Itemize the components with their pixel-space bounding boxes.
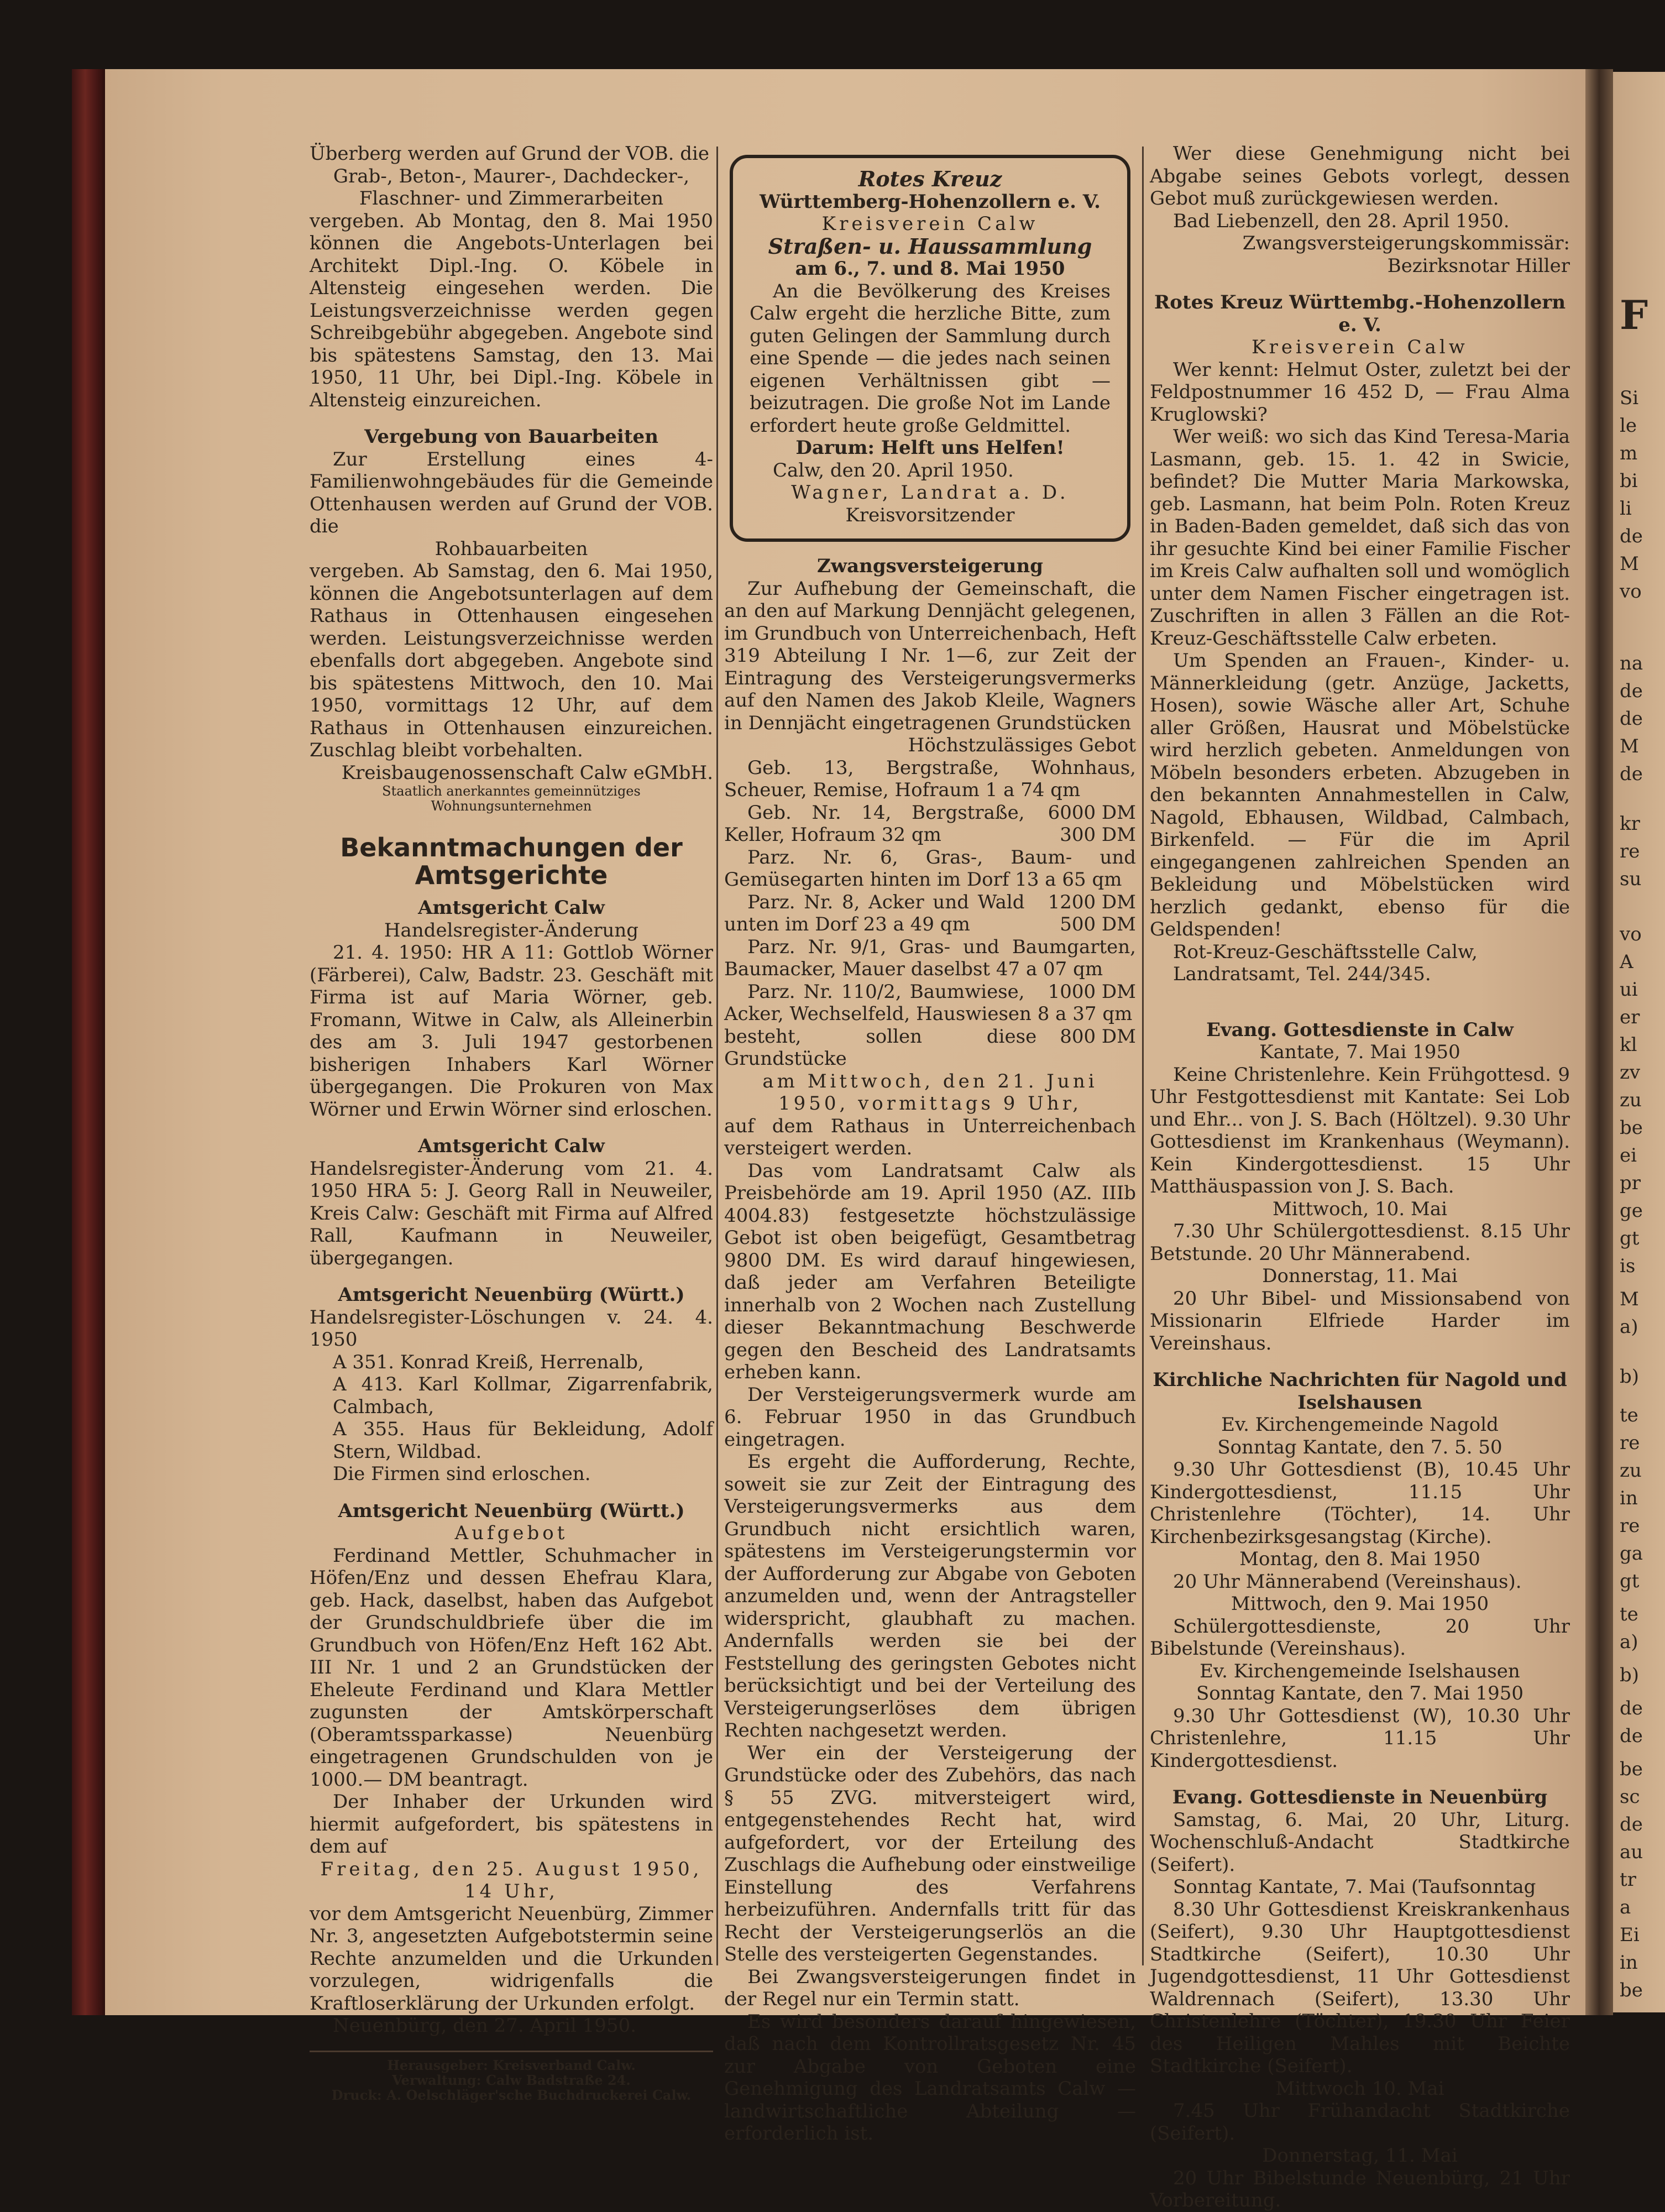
rk-signature: Rot-Kreuz-Geschäftsstelle Calw,: [1173, 940, 1478, 963]
box-call: Darum: Helft uns Helfen!: [795, 437, 1065, 459]
ag4-body-2: Der Inhaber der Urkunden wird hiermit aufgefordert, bis spätestens in dem auf: [310, 1791, 713, 1858]
eg1-paragraph: 7.30 Uhr Schülergottesdienst. 8.15 Uhr Betstunde. 20 Uhr Männerabend.: [1150, 1220, 1570, 1265]
next-page-fragment: zu: [1620, 1089, 1642, 1111]
next-page-fragment: au: [1620, 1841, 1643, 1863]
next-page-fragment: b): [1620, 1664, 1640, 1686]
imprint-line: Verwaltung: Calw Badstraße 24.: [392, 2072, 631, 2088]
imprint-line: Herausgeber: Kreisverband Calw.: [387, 2057, 636, 2073]
eg1-day: Donnerstag, 11. Mai: [1262, 1265, 1458, 1287]
ag3-subheading: Handelsregister-Löschungen v. 24. 4. 1950: [310, 1306, 713, 1351]
vergebung-work: Rohbauarbeiten: [434, 537, 588, 560]
rk-paragraph: Wer kennt: Helmut Oster, zuletzt bei der Feldpostnummer 16 452 D, — Frau Alma Kruglowski?: [1150, 358, 1570, 426]
zv-gebot-label: Höchstzulässiges Gebot: [908, 734, 1136, 756]
next-page-fragment: le: [1620, 415, 1637, 437]
eg2-paragraph: Samstag, 6. Mai, 20 Uhr, Liturg. Wochenschluß-Andacht Stadtkirche (Seifert).: [1150, 1808, 1570, 1876]
bekanntmachungen-heading: Bekanntmachungen der Amtsgerichte: [340, 833, 683, 890]
zv-item-text: Geb. 13, Bergstraße, Wohnhaus, Scheuer, Remise, Hofraum 1 a 74 qm: [724, 756, 1136, 801]
next-page-fragment: be: [1620, 1758, 1643, 1780]
vergebung-heading: Vergebung von Bauarbeiten: [364, 426, 658, 448]
page-gutter: [1585, 69, 1613, 2015]
next-page-fragment: F: [1620, 291, 1648, 338]
ag4-body-3: vor dem Amtsgericht Neuenbürg, Zimmer Nr. 3, angesetzten Aufgebotstermin seine Rechte anzumelden und die Urkunden vorzulegen, widrigenfalls die Kraftloserklärung der Urkunden erfolgt.: [310, 1902, 713, 2015]
eg2-day: Donnerstag, 11. Mai: [1262, 2145, 1458, 2167]
next-page-fragment: de: [1620, 680, 1643, 702]
ag4-heading: Amtsgericht Neuenbürg (Württ.): [338, 1499, 685, 1522]
kn-paragraph: 9.30 Uhr Gottesdienst (W), 10.30 Uhr Christenlehre, 11.15 Uhr Kindergottesdienst.: [1150, 1704, 1570, 1772]
eg2-paragraph: Sonntag Kantate, 7. Mai (Taufsonntag: [1173, 1876, 1536, 1898]
ag3-closing: Die Firmen sind erloschen.: [333, 1463, 591, 1485]
rk-paragraph: Um Spenden an Frauen-, Kinder- u. Männerkleidung (getr. Anzüge, Jacketts, Hosen), sowie Wäsche aller Art, Schuhe aller Größen, Hausrat und Möbelstücke wird herzlich gebeten. Anmeldungen von Möbeln besonders erbeten. Abzugeben in den bekannten Annahmestellen in Calw, Nagold, Ebhausen, Wildbad, Calmbach, Birkenfeld. — Für die im April eingegangenen zahlreichen Spenden an Bekleidung und Möbelstücken wird herzlich gedankt, ebenso für die Geldspenden!: [1150, 650, 1570, 940]
eg2-paragraph: 7.45 Uhr Frühandacht Stadtkirche (Seifert).: [1150, 2100, 1570, 2145]
column-2: [724, 143, 1136, 2145]
zv-paragraph: Wer ein der Versteigerung der Grundstücke oder des Zubehörs, das nach § 55 ZVG. mitversteigert wird, entgegenstehendes Recht hat, wird aufgefordert, vor der Erteilung des Zuschlags die Aufhebung oder einstweilige Einstellung des Verfahrens herbeizuführen. Andernfalls tritt für das Recht der Versteigerungserlös an die Stelle des versteigerten Gegenstandes.: [724, 1742, 1136, 1965]
next-page-fragment: a): [1620, 1631, 1638, 1653]
zv-item-value: 1200 DM: [1048, 891, 1136, 913]
zv-date: am Mittwoch, den 21. Juni 1950, vormittags 9 Uhr,: [762, 1070, 1098, 1115]
next-page-fragment: re: [1620, 1432, 1640, 1454]
zv-item-text: Parz. Nr. 110/2, Baumwiese, Acker, Wechselfeld, Hauswiesen 8 a 37 qm: [724, 980, 1133, 1025]
ag2-body: Handelsregister-Änderung vom 21. 4. 1950 HRA 5: J. Georg Rall in Neuweiler, Kreis Calw: Geschäft mit Firma auf Alfred Rall, Kaufmann in Neuweiler, übergegangen.: [310, 1157, 713, 1269]
next-page-fragment: su: [1620, 868, 1642, 890]
eg2-paragraph: 8.30 Uhr Gottesdienst Kreiskrankenhaus (Seifert), 9.30 Uhr Hauptgottesdienst Stadtkirche (Seifert), 10.30 Uhr Jugendgottesdienst, 11 Uhr Gottesdienst Waldrennach (Seifert), 13.30 Uhr Christenlehre (Töchter), 19.30 Uhr Feier des Heiligen Mahles mit Beichte Stadtkirche (Seifert).: [1150, 1898, 1570, 2077]
next-page-fragment: ui: [1620, 979, 1638, 1001]
zv-item-value: 1000 DM: [1048, 980, 1136, 1003]
zv-paragraph: Der Versteigerungsvermerk wurde am 6. Februar 1950 in das Grundbuch eingetragen.: [724, 1383, 1136, 1451]
imprint: [310, 2051, 713, 2103]
zv-paragraph: Bei Zwangsversteigerungen findet in der Regel nur ein Termin statt.: [724, 1965, 1136, 2010]
next-page-fragment: in: [1620, 1952, 1638, 1974]
next-page-fragment: a): [1620, 1316, 1638, 1338]
ueberberg-body: vergeben. Ab Montag, den 8. Mai 1950 können die Angebots-Unterlagen bei Architekt Dipl.-Ing. O. Köbele in Altensteig eingesehen werden. Die Leistungsverzeichnisse werden gegen Schreibgebühr abgegeben. Angebote sind bis spätestens Samstag, den 13. Mai 1950, 11 Uhr, bei Dipl.-Ing. Köbele in Altensteig einzureichen.: [310, 210, 713, 411]
next-page-fragment: er: [1620, 1006, 1640, 1028]
ag3-item: A 413. Karl Kollmar, Zigarrenfabrik, Calmbach,: [333, 1373, 713, 1418]
next-page-fragment: in: [1620, 1487, 1638, 1509]
next-page-fragment: de: [1620, 763, 1643, 785]
kn-subheading: Sonntag Kantate, den 7. Mai 1950: [1196, 1682, 1524, 1704]
column-rule-1: [716, 147, 718, 1965]
zv-continuation: Wer diese Genehmigung nicht bei Abgabe seines Gebots vorlegt, dessen Gebot muß zurückgewiesen werden.: [1150, 143, 1570, 210]
next-page-fragment: te: [1620, 1404, 1638, 1426]
next-page-fragment: de: [1620, 525, 1643, 547]
next-page-fragment: sc: [1620, 1786, 1640, 1808]
genossenschaft-note: Staatlich anerkanntes gemeinnütziges Wohnungsunternehmen: [382, 783, 641, 814]
next-page-fragment: re: [1620, 1515, 1640, 1537]
zv-paragraph: Das vom Landratsamt Calw als Preisbehörde am 19. April 1950 (AZ. IIIb 4004.83) festgesetzte höchstzulässige Gebot ist oben beigefügt, Gesamtbetrag 9800 DM. Es wird darauf hingewiesen, daß jeder am Verfahren Beteiligte innerhalb von 2 Wochen nach Zustellung dieser Bekanntmachung Beschwerde gegen den Bescheid des Landratsamts erheben kann.: [724, 1159, 1136, 1383]
ag1-body: 21. 4. 1950: HR A 11: Gottlob Wörner (Färberei), Calw, Badstr. 23. Geschäft mit Firma ist auf Maria Wörner, geb. Fromann, Witwe in Calw, als Alleinerbin des am 3. Juli 1947 gestorbenen bisherigen Inhabers Karl Wörner übergegangen. Die Prokuren von Max Wörner und Erwin Wörner sind erloschen.: [310, 942, 713, 1121]
box-verein: Kreisverein Calw: [821, 213, 1039, 235]
ag1-heading: Amtsgericht Calw: [418, 897, 605, 919]
next-page-fragment: bi: [1620, 470, 1638, 492]
next-page-fragment: de: [1620, 1725, 1643, 1747]
next-page-fragment: b): [1620, 1366, 1640, 1388]
kn-subheading: Ev. Kirchengemeinde Iselshausen: [1200, 1660, 1520, 1682]
next-page-fragment: ga: [1620, 1542, 1643, 1565]
ag4-signature: Neuenbürg, den 27. April 1950.: [333, 2015, 637, 2037]
next-page-fragment: de: [1620, 1697, 1643, 1719]
imprint-line: Druck: A. Oelschläger'sche Buchdruckerei Calw.: [331, 2087, 692, 2103]
next-page-fragment: A: [1620, 951, 1633, 973]
eg2-heading: Evang. Gottesdienste in Neuenbürg: [1172, 1786, 1548, 1808]
next-page-fragment: kr: [1620, 813, 1640, 835]
kn-paragraph: Schülergottesdienste, 20 Uhr Bibelstunde (Vereinshaus).: [1150, 1615, 1570, 1660]
eg1-paragraph: 20 Uhr Bibel- und Missionsabend von Missionarin Elfriede Harder im Vereinshaus.: [1150, 1287, 1570, 1355]
next-page-fragment: be: [1620, 1117, 1643, 1139]
next-page-fragment: pr: [1620, 1172, 1641, 1194]
kn-subheading: Ev. Kirchengemeinde Nagold: [1221, 1414, 1499, 1436]
zv-item-value: 300 DM: [1060, 824, 1136, 846]
zv-item-text: Parz. Nr. 9/1, Gras- und Baumgarten, Baumacker, Mauer daselbst 47 a 07 qm: [724, 935, 1136, 980]
ag3-item: A 355. Haus für Bekleidung, Adolf Stern, Wildbad.: [333, 1418, 713, 1463]
eg1-heading: Evang. Gottesdienste in Calw: [1206, 1018, 1514, 1041]
next-page-fragment: li: [1620, 498, 1632, 520]
next-page-fragment: M: [1620, 553, 1639, 575]
eg1-day: Mittwoch, 10. Mai: [1273, 1197, 1447, 1220]
vergebung-body-2: vergeben. Ab Samstag, den 6. Mai 1950, können die Angebotsunterlagen auf dem Rathaus in Ottenhausen eingesehen werden. Leistungsverzeichnisse werden ebenfalls dort abgegeben. Angebote sind bis spätestens Mittwoch, den 10. Mai 1950, vormittags 12 Uhr, auf dem Rathaus in Ottenhausen einzureichen. Zuschlag bleibt vorbehalten.: [310, 560, 713, 761]
zv-commissioner: Zwangsversteigerungskommissär:: [1242, 232, 1570, 254]
box-slogan: Straßen- u. Haussammlung: [768, 233, 1092, 259]
next-page-fragment: m: [1620, 442, 1638, 464]
column-1: [310, 143, 713, 2103]
next-page-fragment: zu: [1620, 1460, 1642, 1482]
zv-item-value: 800 DM: [1060, 1025, 1136, 1048]
kn-day: Montag, den 8. Mai 1950: [1239, 1548, 1480, 1570]
box-date: Calw, den 20. April 1950.: [773, 459, 1014, 482]
zv-item-text: Parz. Nr. 6, Gras-, Baum- und Gemüsegarten hinten im Dorf 13 a 65 qm: [724, 846, 1136, 891]
ueberberg-trades: Grab-, Beton-, Maurer-, Dachdecker-, Flaschner- und Zimmerarbeiten: [333, 165, 690, 210]
next-page-fragment: Ei: [1620, 1924, 1640, 1946]
next-page-fragment: gt: [1620, 1227, 1640, 1249]
zv-heading: Zwangsversteigerung: [817, 555, 1043, 577]
next-page-fragment: na: [1620, 652, 1643, 674]
zv-item-value: 500 DM: [1060, 913, 1136, 935]
box-signature: Wagner, Landrat a. D.: [791, 482, 1069, 504]
zv-continuation-date: Bad Liebenzell, den 28. April 1950.: [1173, 210, 1510, 232]
next-page-fragment: de: [1620, 708, 1643, 730]
rk-heading: Rotes Kreuz Württembg.-Hohenzollern e. V.: [1154, 291, 1566, 336]
zv-item-text: Parz. Nr. 8, Acker und Wald unten im Dorf 23 a 49 qm: [724, 891, 1025, 935]
eg2-day: Mittwoch 10. Mai: [1275, 2077, 1444, 2100]
next-page-fragment: re: [1620, 840, 1640, 862]
next-page-fragment: gt: [1620, 1570, 1640, 1592]
next-page-fragment: ei: [1620, 1144, 1637, 1167]
next-page-fragment: zv: [1620, 1061, 1641, 1084]
zv-notary: Bezirksnotar Hiller: [1387, 254, 1570, 277]
box-body: An die Bevölkerung des Kreises Calw ergeht die herzliche Bitte, zum guten Gelingen der Sammlung durch eine Spende — die jedes nach seinen eigenen Verhältnissen gibt — beizutragen. Die große Not im Lande erfordert heute große Geldmittel.: [750, 280, 1111, 437]
next-page-fragment: be: [1620, 1979, 1643, 2001]
ag4-date: Freitag, den 25. August 1950, 14 Uhr,: [320, 1858, 703, 1902]
ag1-subheading: Handelsregister-Änderung: [384, 919, 639, 942]
rk-verein: Kreisverein Calw: [1252, 336, 1468, 358]
box-signature-title: Kreisvorsitzender: [845, 504, 1015, 526]
book-binding: [72, 69, 105, 2015]
zv-item-value: 6000 DM: [1048, 801, 1136, 824]
rk-paragraph: Wer weiß: wo sich das Kind Teresa-Maria Lasmann, geb. 15. 1. 42 in Swicie, befindet? Die Mutter Maria Markowska, geb. Lasmann, hat beim Poln. Roten Kreuz in Baden-Baden gemeldet, daß sich das von ihr gesuchte Kind bei einer Familie Fischer im Kreis Calw aufhalten soll und womöglich unter dem Namen Fischer eingetragen ist. Zuschriften in allen 3 Fällen an die Rot-Kreuz-Geschäftsstelle Calw erbeten.: [1150, 426, 1570, 650]
vergebung-body: Zur Erstellung eines 4-Familienwohngebäudes für die Gemeinde Ottenhausen werden auf Grund der VOB. die: [310, 448, 713, 537]
kn-subheading: Sonntag Kantate, den 7. 5. 50: [1217, 1436, 1502, 1458]
next-page-fragment: is: [1620, 1255, 1636, 1277]
box-title: Rotes Kreuz: [858, 166, 1002, 191]
next-page-fragment: vo: [1620, 581, 1642, 603]
column-3: [1150, 143, 1570, 2212]
red-cross-appeal-box: [730, 155, 1130, 542]
ueberberg-intro: Überberg werden auf Grund der VOB. die: [310, 143, 710, 165]
ag4-subheading: Aufgebot: [454, 1522, 568, 1544]
next-page-edge: [1613, 72, 1665, 2012]
next-page-fragment: Si: [1620, 387, 1639, 409]
zv-paragraph: Es ergeht die Aufforderung, Rechte, soweit sie zur Zeit der Eintragung des Versteigerungsvermerks aus dem Grundbuch nicht ersichtlich waren, spätestens im Versteigerungstermin vor der Aufforderung zur Abgabe von Geboten anzumelden und, wenn der Antragsteller widerspricht, glaubhaft zu machen. Andernfalls werden sie bei der Feststellung des geringsten Gebotes nicht berücksichtigt und bei der Verteilung des Versteigerungserlöses dem übrigen Rechten nachgesetzt werden.: [724, 1451, 1136, 1742]
zv-item-text: Geb. Nr. 14, Bergstraße, Keller, Hofraum 32 qm: [724, 801, 1025, 846]
ag3-heading: Amtsgericht Neuenbürg (Württ.): [338, 1284, 685, 1306]
next-page-fragment: a: [1620, 1896, 1631, 1918]
next-page-fragment: te: [1620, 1603, 1638, 1625]
zv-place: auf dem Rathaus in Unterreichenbach versteigert werden.: [724, 1115, 1136, 1159]
kn-paragraph: 20 Uhr Männerabend (Vereinshaus).: [1173, 1570, 1522, 1593]
ag4-body: Ferdinand Mettler, Schuhmacher in Höfen/Enz und dessen Ehefrau Klara, geb. Hack, daselbst, haben das Aufgebot der Grundschuldbriefe über die im Grundbuch von Höfen/Enz Heft 162 Abt. III Nr. 1 und 2 an Grundstücken der Eheleute Ferdinand und Klara Mettler zugunsten der Amtskörperschaft (Oberamtssparkasse) Neuenbürg eingetragenen Grundschulden von je 1000.— DM beantragt.: [310, 1544, 713, 1791]
next-page-fragment: kl: [1620, 1034, 1637, 1056]
next-page-fragment: de: [1620, 1813, 1643, 1836]
next-page-fragment: M: [1620, 1288, 1639, 1310]
kn-day: Mittwoch, den 9. Mai 1950: [1231, 1593, 1489, 1615]
zv-paragraph: Es wird besonders darauf hingewiesen, daß nach dem Kontrollratsgesetz Nr. 45 zur Abgabe von Geboten eine Genehmigung des Landratsamts Calw — landwirtschaftliche Abteilung — erforderlich ist.: [724, 2010, 1136, 2145]
column-rule-2: [1142, 147, 1144, 1965]
next-page-fragment: tr: [1620, 1869, 1636, 1891]
zv-after-items: besteht, sollen diese Grundstücke: [724, 1025, 1037, 1070]
box-org: Württemberg-Hohenzollern e. V.: [759, 190, 1101, 213]
box-dates: am 6., 7. und 8. Mai 1950: [795, 258, 1065, 280]
kn-heading: Kirchliche Nachrichten für Nagold und Iselshausen: [1153, 1369, 1567, 1414]
next-page-fragment: vo: [1620, 923, 1642, 945]
eg1-paragraph: Keine Christenlehre. Kein Frühgottesd. 9 Uhr Festgottesdienst mit Kantate: Sei Lob und Ehr... von J. S. Bach (Höltzel). 9.30 Uhr Gottesdienst im Krankenhaus (Weymann). Kein Kindergottesdienst. 15 Uhr Matthäuspassion von J. S. Bach.: [1150, 1063, 1570, 1197]
ag2-heading: Amtsgericht Calw: [418, 1135, 605, 1157]
eg2-paragraph: 20 Uhr Bibelstunde Neuenbürg, 21 Uhr Vorbereitung.: [1150, 2167, 1570, 2211]
eg1-subheading: Kantate, 7. Mai 1950: [1259, 1041, 1460, 1063]
rk-signature-2: Landratsamt, Tel. 244/345.: [1173, 963, 1431, 985]
next-page-fragment: ge: [1620, 1200, 1643, 1222]
ag3-item: A 351. Konrad Kreiß, Herrenalb,: [333, 1351, 644, 1373]
zv-intro: Zur Aufhebung der Gemeinschaft, die an den auf Markung Dennjächt gelegenen, im Grundbuch von Unterreichenbach, Heft 319 Abteilung I Nr. 1—6, zur Zeit der Eintragung des Versteigerungsvermerks auf den Namen des Jakob Kleile, Wagners in Dennjächt eingetragenen Grundstücken: [724, 577, 1136, 734]
kn-paragraph: 9.30 Uhr Gottesdienst (B), 10.45 Uhr Kindergottesdienst, 11.15 Uhr Christenlehre (Töchter), 14. Uhr Kirchenbezirksgesangstag (Kirche).: [1150, 1458, 1570, 1548]
next-page-fragment: M: [1620, 735, 1639, 757]
genossenschaft-signature: Kreisbaugenossenschaft Calw eGMbH.: [341, 761, 713, 784]
